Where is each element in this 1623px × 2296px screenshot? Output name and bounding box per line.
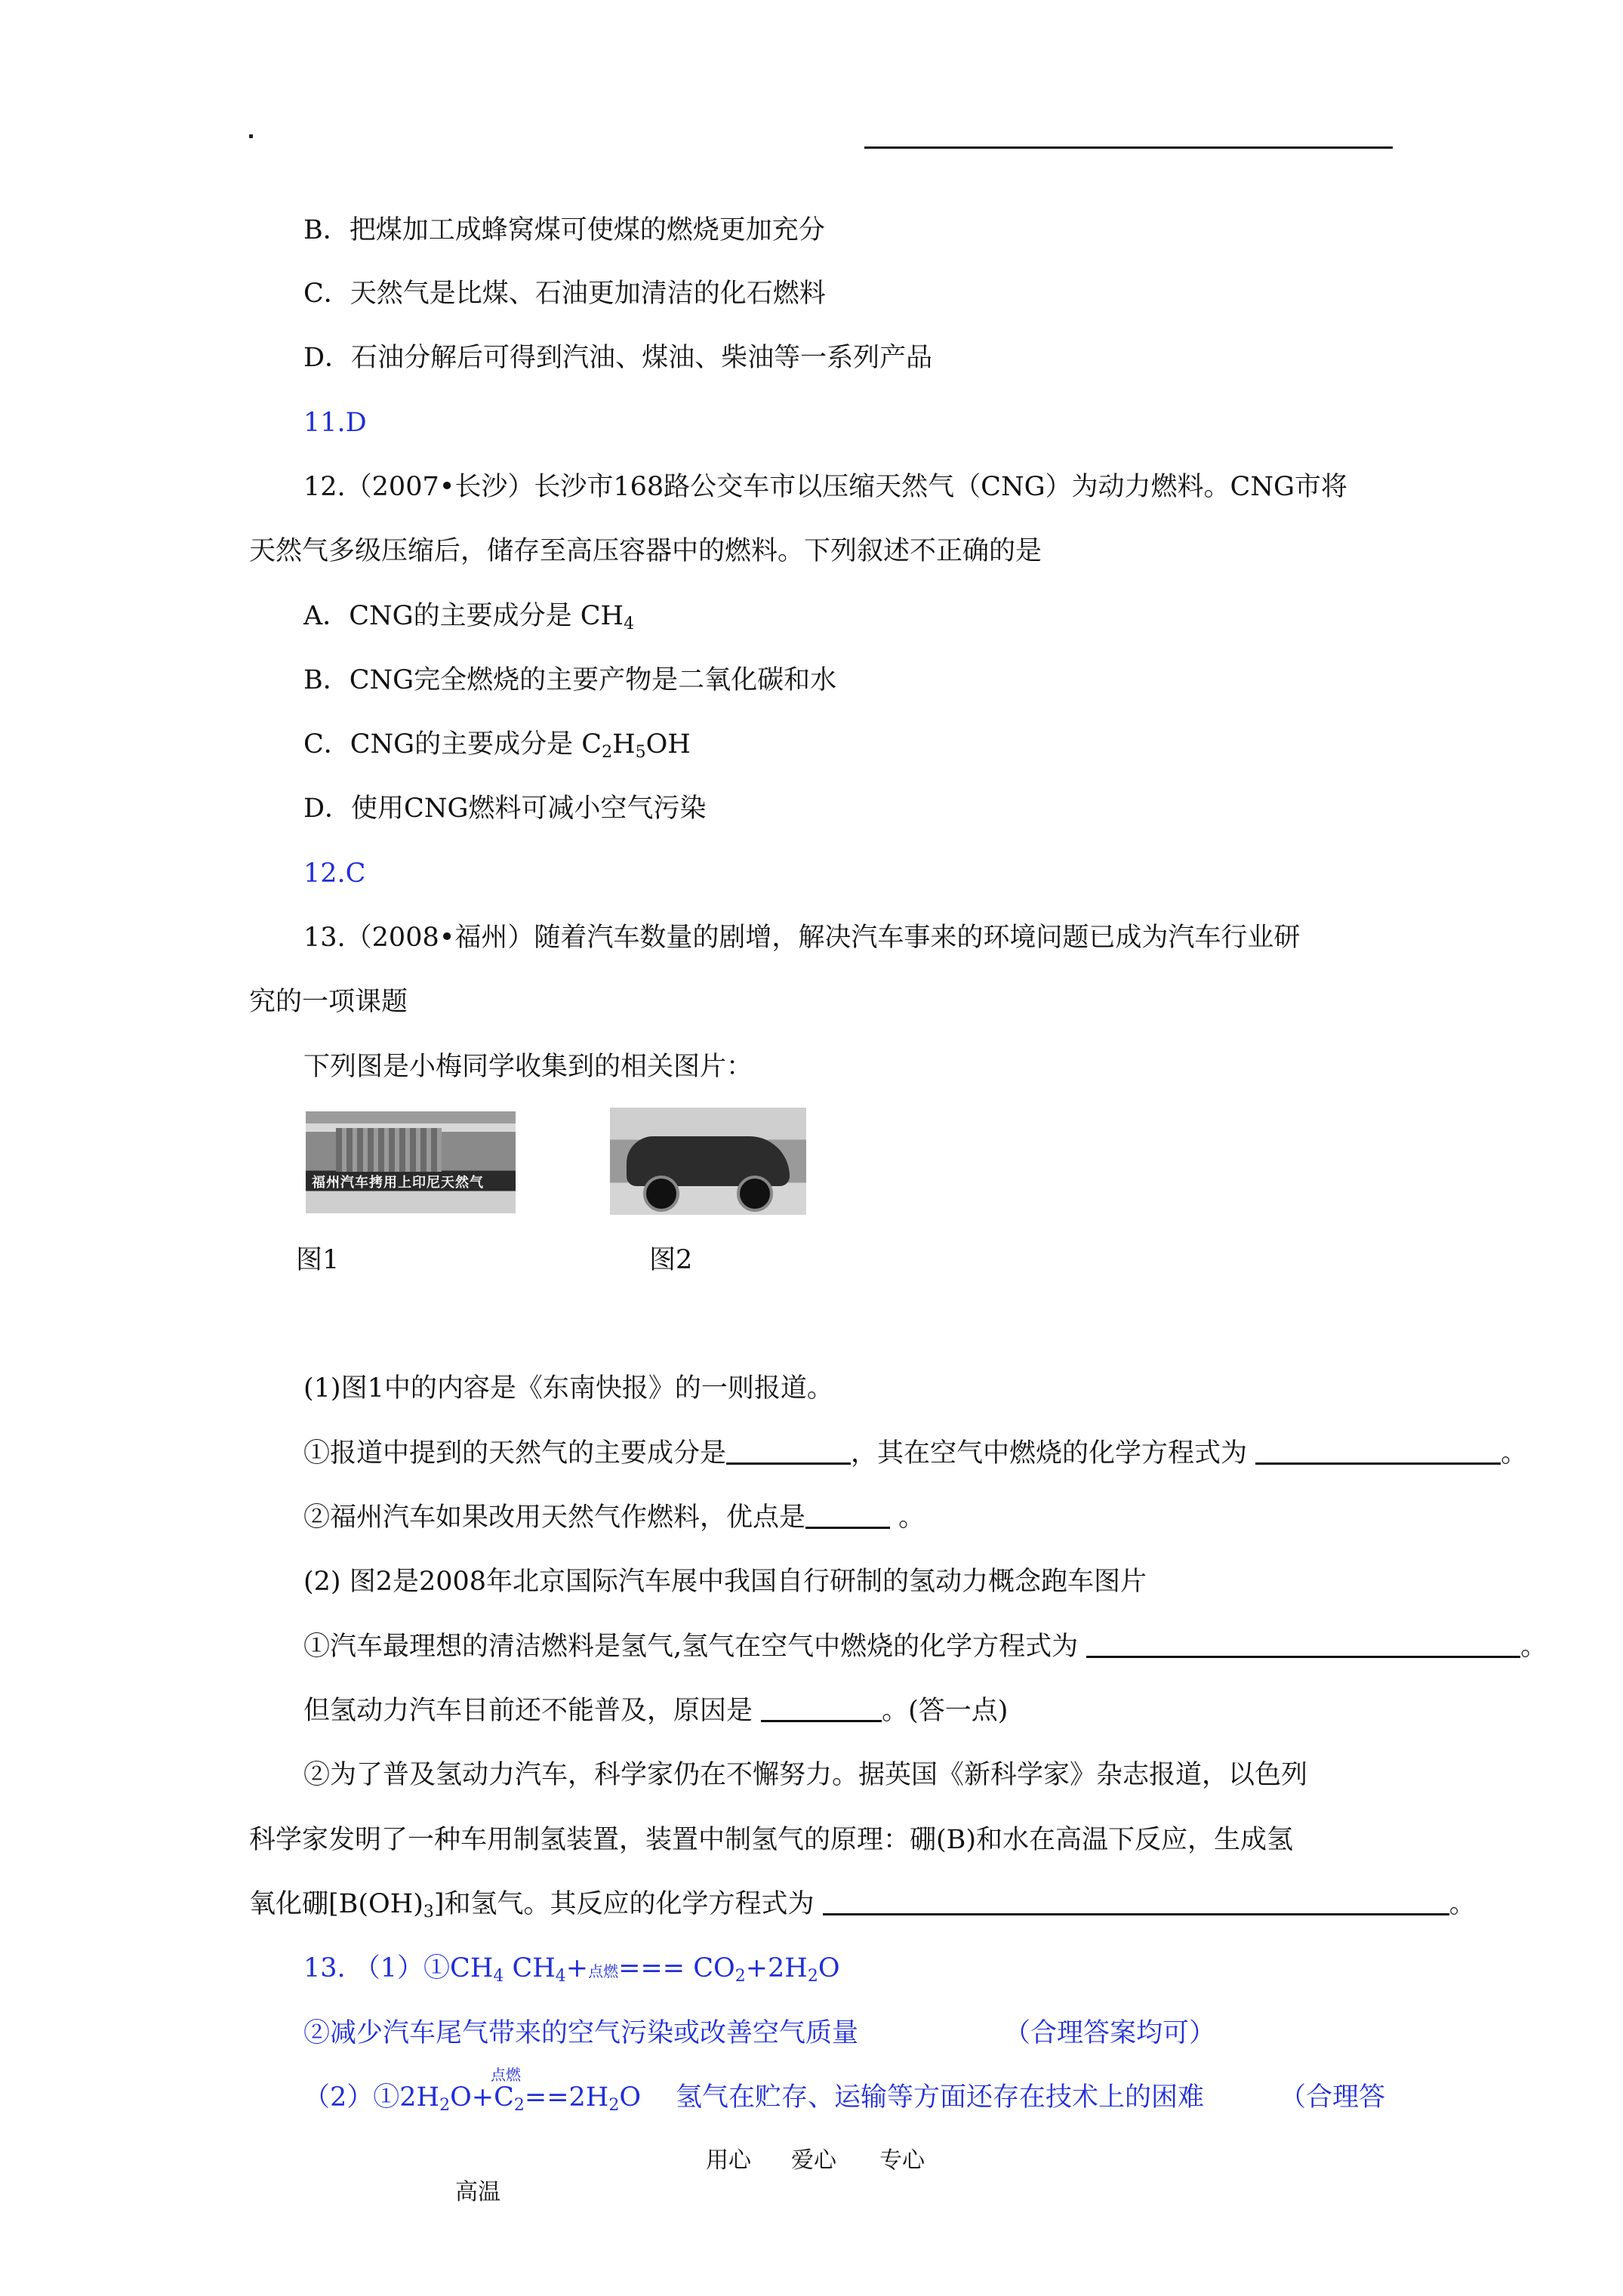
figure-2-wheel (643, 1176, 679, 1212)
answer-blank[interactable] (1086, 1633, 1520, 1658)
ignition-condition: 点燃 (588, 1962, 619, 1980)
q12-option-b: B．CNG完全燃烧的主要产物是二氧化碳和水 (303, 665, 837, 695)
answer13-line2-note: （合理答案均可） (1004, 2018, 1216, 2048)
q13-part2-q2-line3: 氧化硼$[B(OH)_3]$和氢气。其反应的化学方程式为 。 (249, 1889, 1476, 1922)
q12-option-c: C．CNG的主要成分是 $C_2H_5OH$ (303, 729, 691, 762)
q12-answer: 12.C (303, 858, 366, 889)
q13-part2-q1: ①汽车最理想的清洁燃料是氢气,氢气在空气中燃烧的化学方程式为 。 (303, 1632, 1548, 1662)
figure-2-caption: 图2 (649, 1245, 693, 1275)
q13-part2: (2) 图2是2008年北京国际汽车展中我国自行研制的氢动力概念跑车图片 (303, 1567, 1147, 1597)
figure-2-image (610, 1108, 806, 1215)
q13-stem-line2: 究的一项课题 (249, 987, 408, 1017)
answer-blank[interactable] (1255, 1440, 1501, 1465)
header-rule (864, 146, 1393, 149)
q12-stem-line2: 天然气多级压缩后，储存至高压容器中的燃料。下列叙述不正确的是 (249, 536, 1042, 566)
answer13-line3-eq: $(2)①2H_2O+C_2==2H_2O$ (303, 2082, 642, 2115)
answer-blank[interactable] (805, 1504, 890, 1529)
figure-1-building (336, 1128, 442, 1172)
q11-option-d: D．石油分解后可得到汽油、煤油、柴油等一系列产品 (303, 343, 933, 373)
q13-part1-q2: ②福州汽车如果改用天然气作燃料，优点是 。 (303, 1502, 925, 1533)
footer-motto-3: 专心 (879, 2147, 925, 2174)
q13-part1: (1)图1中的内容是《东南快报》的一则报道。 (303, 1373, 833, 1404)
q13-intro: 下列图是小梅同学收集到的相关图片： (303, 1052, 753, 1082)
answer13-line3-note: （合理答 (1280, 2082, 1386, 2113)
figure-1-image (306, 1111, 516, 1213)
q12-option-d: D．使用CNG燃料可减小空气污染 (303, 794, 707, 824)
q11-option-b: B．把煤加工成蜂窝煤可使煤的燃烧更加充分 (303, 215, 825, 245)
ignition-condition: 点燃 (491, 2066, 521, 2084)
q12-option-a: A．CNG的主要成分是 $CH_4$ (303, 601, 635, 633)
q11-answer: 11.D (303, 408, 367, 438)
figure-2-wheel (737, 1176, 773, 1212)
q12-stem-line1: 12.（2007•长沙）长沙市168路公交车市以压缩天然气（CNG）为动力燃料。CNG市将 (303, 472, 1347, 502)
q13-part2-q2-line2: 科学家发明了一种车用制氢装置，装置中制氢气的原理：硼(B)和水在高温下反应，生成氢 (249, 1825, 1294, 1855)
answer13-line3-reason: 氢气在贮存、运输等方面还存在技术上的困难 (676, 2082, 1205, 2113)
q13-part2-q2-line1: ②为了普及氢动力汽车，科学家仍在不懈努力。据英国《新科学家》杂志报道，以色列 (303, 1760, 1308, 1790)
answer-blank[interactable] (761, 1697, 882, 1722)
header-dot (249, 134, 253, 138)
q13-part2-q1b: 但氢动力汽车目前还不能普及，原因是 。(答一点) (303, 1696, 1009, 1726)
figure-1-caption: 图1 (296, 1245, 340, 1275)
footer-orphan-text: 高温 (455, 2179, 500, 2205)
answer13-line1: 13. $(1)①CH_4$ $CH_4+$点燃=== $CO_2+2H_2O$ (303, 1953, 840, 1986)
q13-part1-q1: ①报道中提到的天然气的主要成分是 ，其在空气中燃烧的化学方程式为 。 (303, 1438, 1528, 1469)
answer-blank[interactable] (823, 1891, 1449, 1915)
answer-blank[interactable] (726, 1440, 851, 1465)
footer-motto-1: 用心 (706, 2147, 751, 2174)
q11-option-c: C．天然气是比煤、石油更加清洁的化石燃料 (303, 279, 826, 309)
q13-stem-line1: 13.（2008•福州）随着汽车数量的剧增，解决汽车事来的环境问题已成为汽车行业研 (303, 923, 1301, 953)
figure-1-banner: 福州汽车拷用上印尼天然气 (312, 1175, 484, 1191)
footer-motto-2: 爱心 (791, 2147, 836, 2174)
answer13-line2-main: ②减少汽车尾气带来的空气污染或改善空气质量 (303, 2018, 859, 2048)
